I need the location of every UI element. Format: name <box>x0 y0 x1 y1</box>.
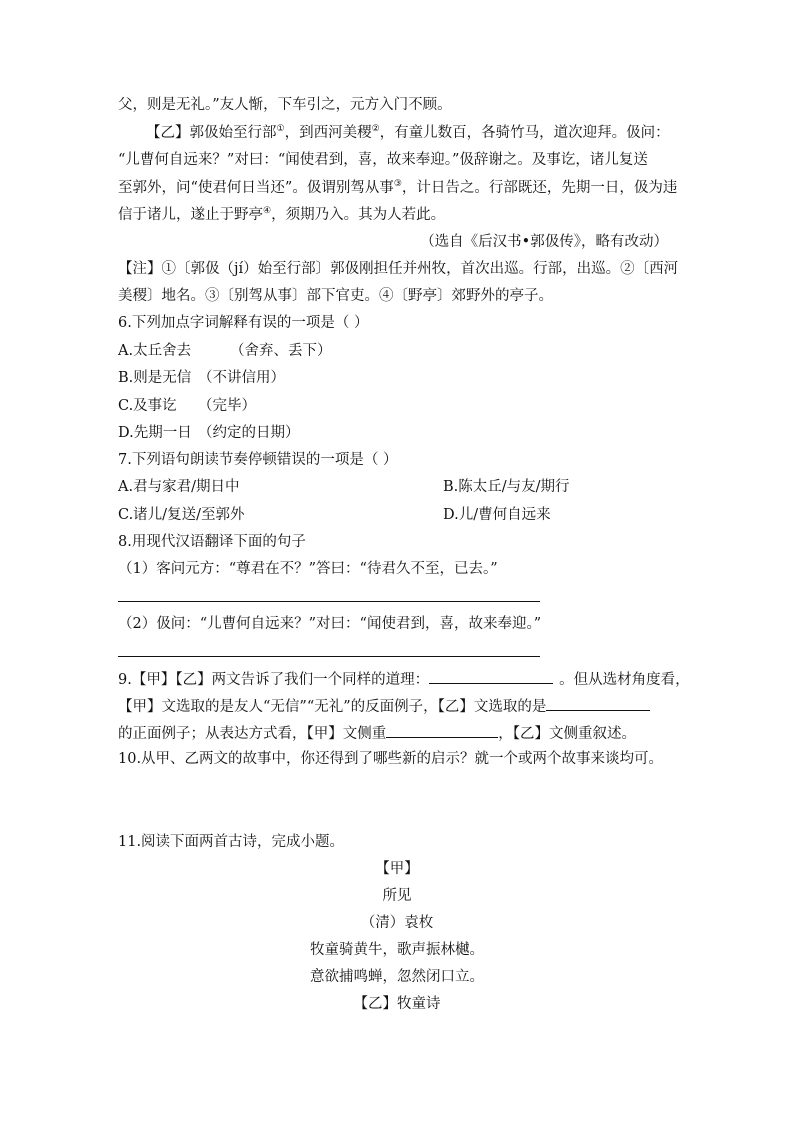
poem-jia-line: 意欲捕鸣蝉，忽然闭口立。 <box>310 969 484 985</box>
question-10: 10.从甲、乙两文的故事中，你还得到了哪些新的启示？就一个或两个故事来谈均可。 <box>118 751 664 767</box>
source-citation: （选自《后汉书•郭伋传》，略有改动） <box>420 234 668 250</box>
notes-line: 【注】①〔郭伋（jí）始至行部〕郭伋刚担任并州牧，首次出巡。行部，出巡。②〔西河 <box>118 261 679 277</box>
q7-option-c: C.诸儿/复送/至郭外 <box>118 507 245 523</box>
poem-yi-title: 【乙】牧童诗 <box>353 996 441 1012</box>
option-gloss: （完毕） <box>198 398 256 414</box>
q6-option-d <box>118 423 300 443</box>
passage-yi-line <box>118 178 677 198</box>
text-span: 至郭外，问“使君何日当还”。伋谓别驾从事 <box>118 180 394 196</box>
passage-yi-line <box>118 205 445 225</box>
question-6-stem: 6.下列加点字词解释有误的一项是（ ） <box>118 315 369 331</box>
text-span: ，须期乃入。其为人若此。 <box>271 207 446 223</box>
text-span: ，【乙】文侧重叙述。 <box>498 726 636 742</box>
text-span: ，到西河美稷 <box>284 125 372 141</box>
q7-option-b: B.陈太丘/与友/期行 <box>443 479 570 495</box>
question-11-stem: 11.阅读下面两首古诗，完成小题。 <box>118 834 345 850</box>
text-span: ，计日告之。行部既还，先期一日，伋为违 <box>401 180 678 196</box>
option-text: C.及事讫 <box>118 398 177 414</box>
poem-jia-author: （清）袁枚 <box>360 915 434 931</box>
q6-option-b <box>118 368 285 388</box>
passage-yi-line <box>146 123 670 143</box>
text-span: 【甲】文选取的是友人“无信”“无礼”的反面例子，【乙】文选取的是 <box>118 699 547 715</box>
fill-blank[interactable] <box>546 695 650 711</box>
text-span: 【乙】郭伋始至行部 <box>146 125 277 141</box>
fill-blank[interactable] <box>429 668 553 684</box>
text-span: ，有童儿数百，各骑竹马，道次迎拜。伋问： <box>379 125 670 141</box>
passage-line: 父，则是无礼。”友人惭，下车引之，元方入门不顾。 <box>118 97 452 113</box>
footnote-mark: ④ <box>263 206 272 217</box>
poem-jia-line: 牧童骑黄牛，歌声振林樾。 <box>310 942 484 958</box>
footnote-mark: ③ <box>393 179 402 190</box>
question-9-line <box>118 722 636 744</box>
text-span: 信于诸儿，遂止于野亭 <box>118 207 263 223</box>
q6-option-a <box>118 341 332 361</box>
answer-line[interactable] <box>118 656 540 657</box>
question-8-stem: 8.用现代汉语翻译下面的句子 <box>118 534 306 550</box>
option-gloss: （不讲信用） <box>198 370 285 386</box>
q6-option-c <box>118 396 256 416</box>
q7-option-a: A.君与家君/期日中 <box>118 479 240 495</box>
footnote-mark: ② <box>371 124 380 135</box>
question-7-stem: 7.下列语句朗读节奏停顿错误的一项是（ ） <box>118 452 398 468</box>
poem-jia-tag: 【甲】 <box>375 861 419 877</box>
text-span: 的正面例子；从表达方式看，【甲】文侧重 <box>118 726 387 742</box>
question-9-line <box>118 668 690 690</box>
q8-sentence-2: （2）伋问：“儿曹何自远来？”对曰：“闻使君到，喜，故来奉迎。” <box>118 616 542 632</box>
notes-line: 美稷〕地名。③〔别驾从事〕部下官吏。④〔野亭〕郊野外的亭子。 <box>118 288 553 304</box>
q8-sentence-1: （1）客问元方：“尊君在不？”答曰：“待君久不至，已去。” <box>118 561 498 577</box>
option-text: A.太丘舍去 <box>118 343 192 359</box>
passage-yi-line: “儿曹何自远来？”对曰：“闻使君到，喜，故来奉迎。”伋辞谢之。及事讫，诸儿复送 <box>118 152 648 168</box>
fill-blank[interactable] <box>386 722 498 738</box>
option-text: D.先期一日 <box>118 425 192 441</box>
answer-line[interactable] <box>118 601 540 602</box>
text-span: 9.【甲】【乙】两文告诉了我们一个同样的道理： <box>118 672 430 688</box>
option-gloss: （约定的日期） <box>198 425 300 441</box>
option-text: B.则是无信 <box>118 370 192 386</box>
text-span: 。但从选材角度看， <box>559 672 690 688</box>
question-9-line <box>118 695 650 717</box>
q7-option-d: D.儿/曹何自远来 <box>443 507 551 523</box>
footnote-mark: ① <box>276 124 285 135</box>
poem-jia-title: 所见 <box>382 888 412 904</box>
option-gloss: （舍弃、丢下） <box>230 343 332 359</box>
